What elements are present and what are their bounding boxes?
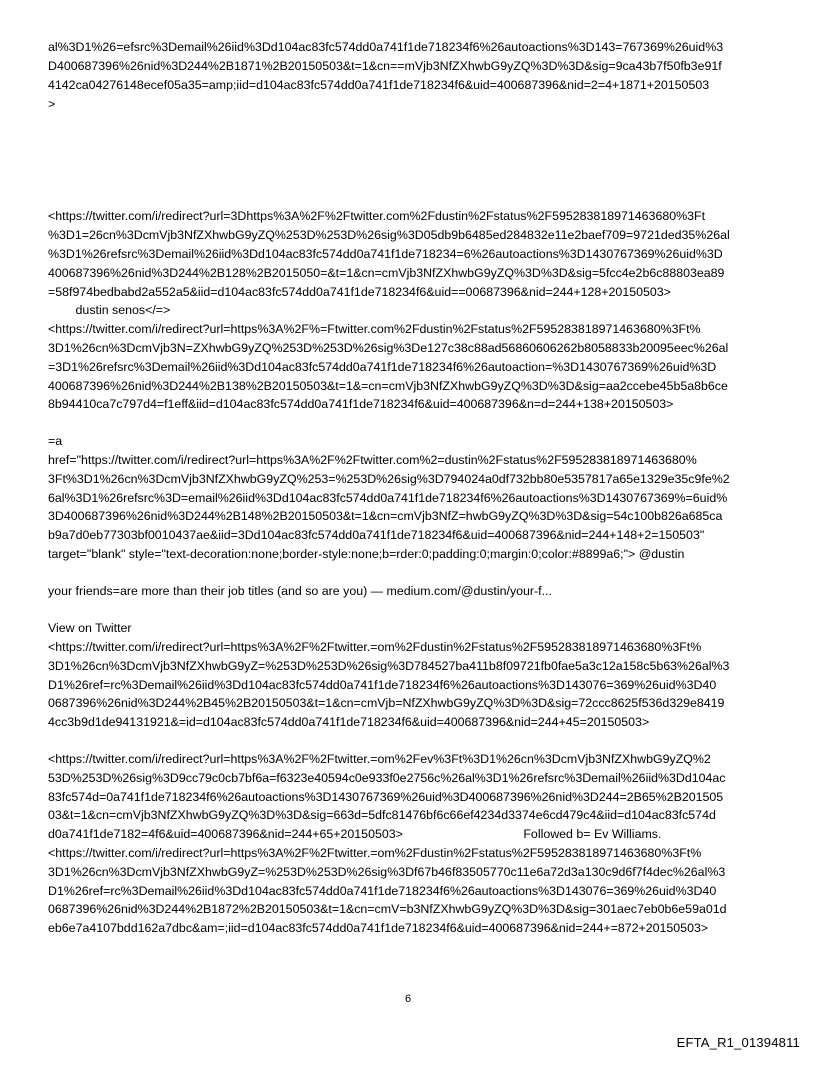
text-line: your friends=are more than their job titles (and so are you) — medium.com/@dustin/your-f... xyxy=(48,584,552,598)
text-line: 53D%253D%26sig%3D9cc79c0cb7bf6a=f6323e40594c0e933f0e2756c%26al%3D1%26refsrc%3Demail%26iid%3Dd104ac xyxy=(48,771,726,785)
text-line: <https://twitter.com/i/redirect?url=3Dhttps%3A%2F%2Ftwitter.com%2Fdustin%2Fstatus%2F595283818971463680%3Ft xyxy=(48,209,706,223)
text-line: 3D400687396%26nid%3D244%2B148%2B20150503&t=1&cn=cmVjb3NfZ=hwbG9yZQ%3D%3D&sig=54c100b826a685ca xyxy=(48,509,723,523)
text-line: =58f974bedbabd2a552a5&iid=d104ac83fc574dd0a741f1de718234f6&uid==00687396&nid=244+128+20150503> xyxy=(48,285,671,299)
text-line: b9a7d0eb77303bf0010437ae&iid=3Dd104ac83fc574dd0a741f1de718234f6&uid=400687396&nid=244+148+2=150503" xyxy=(48,528,705,542)
text-line: <https://twitter.com/i/redirect?url=https%3A%2F%2Ftwitter.=om%2Fdustin%2Fstatus%2F595283818971463680%3Ft% xyxy=(48,640,702,654)
text-line: d0a741f1de7182=4f6&uid=400687396&nid=244+65+20150503> Followed b= Ev Williams. xyxy=(48,827,662,841)
text-line: D1%26ref=rc%3Demail%26iid%3Dd104ac83fc574dd0a741f1de718234f6%26autoactions%3D143076=369%26uid%3D40 xyxy=(48,678,717,692)
text-line: <https://twitter.com/i/redirect?url=https%3A%2F%=Ftwitter.com%2Fdustin%2Fstatus%2F595283818971463680%3Ft% xyxy=(48,322,701,336)
text-line: 3Ft%3D1%26cn%3DcmVjb3NfZXhwbG9yZQ%253=%253D%26sig%3D794024a0df732bb80e5357817a65e1329e35c9fe%2 xyxy=(48,472,730,486)
text-line: 6al%3D1%26refsrc%3D=email%26iid%3Dd104ac83fc574dd0a741f1de718234f6%26autoactions%3D1430767369%=6uid% xyxy=(48,491,728,505)
text-line: 0687396%26nid%3D244%2B1872%2B20150503&t=1&cn=cmV=b3NfZXhwbG9yZQ%3D%3D&sig=301aec7eb0b6e59a01d xyxy=(48,902,727,916)
text-line: D400687396%26nid%3D244%2B1871%2B20150503&t=1&cn==mVjb3NfZXhwbG9yZQ%3D%3D&sig=9ca43b7f50fb3e91f xyxy=(48,59,722,73)
text-line: <https://twitter.com/i/redirect?url=https%3A%2F%2Ftwitter.=om%2Fev%3Ft%3D1%26cn%3DcmVjb3NfZXhwbG9yZQ%2 xyxy=(48,752,711,766)
text-line: 400687396%26nid%3D244%2B128%2B2015050=&t=1&cn=cmVjb3NfZXhwbG9yZQ%3D%3D&sig=5fcc4e2b6c88803ea89 xyxy=(48,266,725,280)
text-line: 3D1%26cn%3DcmVjb3NfZXhwbG9yZ=%253D%253D%26sig%3Df67b46f83505770c11e6a72d3a130c9d6f7f4dec%26al%3 xyxy=(48,865,726,879)
text-line: 8b94410ca7c797d4=f1eff&iid=d104ac83fc574dd0a741f1de718234f6&uid=400687396&n=d=244+138+20150503> xyxy=(48,397,674,411)
text-line: D1%26ref=rc%3Demail%26iid%3Dd104ac83fc574dd0a741f1de718234f6%26autoactions%3D143076=369%26uid%3D40 xyxy=(48,884,717,898)
text-line: dustin senos</=> xyxy=(48,303,171,317)
view-on-twitter-link[interactable]: View on Twitter xyxy=(48,621,132,635)
text-line: al%3D1%26=efsrc%3Demail%26iid%3Dd104ac83fc574dd0a741f1de718234f6%26autoactions%3D143=767369%26uid%3 xyxy=(48,40,724,54)
text-line: %3D1=26cn%3DcmVjb3NfZXhwbG9yZQ%253D%253D%26sig%3D05db9b6485ed284832e11e2baef709=9721ded35%26al xyxy=(48,228,730,242)
text-line: > xyxy=(48,97,56,111)
text-line: 4142ca04276148ecef05a35=amp;iid=d104ac83fc574dd0a741f1de718234f6&uid=400687396&nid=2=4+1871+20150503 xyxy=(48,78,710,92)
text-line: <https://twitter.com/i/redirect?url=https%3A%2F%2Ftwitter.=om%2Fdustin%2Fstatus%2F595283818971463680%3Ft% xyxy=(48,846,702,860)
text-line: %3D1%26refsrc%3Demail%26iid%3Dd104ac83fc574dd0a741f1de718234=6%26autoactions%3D1430767369%26uid%3D xyxy=(48,247,723,261)
bates-stamp: EFTA_R1_01394811 xyxy=(676,1035,800,1050)
text-line: =a xyxy=(48,434,63,448)
text-line: 3D1%26cn%3DcmVjb3NfZXhwbG9yZ=%253D%253D%26sig%3D784527ba411b8f09721fb0fae5a3c12a158c5b63%26al%3 xyxy=(48,659,730,673)
text-line: href="https://twitter.com/i/redirect?url=https%3A%2F%2Ftwitter.com%2=dustin%2Fstatus%2F595283818971463680% xyxy=(48,453,697,467)
text-line: 3D1%26cn%3DcmVjb3N=ZXhwbG9yZQ%253D%253D%26sig%3De127c38c88ad56860606262b8058833b20095eec%26al xyxy=(48,341,729,355)
text-line: 0687396%26nid%3D244%2B45%2B20150503&t=1&cn=cmVjb=NfZXhwbG9yZQ%3D%3D&sig=72ccc8625f536d329e8419 xyxy=(48,696,725,710)
text-line: target="blank" style="text-decoration:none;border-style:none;b=rder:0;padding:0;margin:0;color:#8899a6;"> @dustin xyxy=(48,547,685,561)
text-line: 400687396%26nid%3D244%2B138%2B20150503&t=1&=cn=cmVjb3NfZXhwbG9yZQ%3D%3D&sig=aa2ccebe45b5a8b6ce xyxy=(48,379,728,393)
text-line: 4cc3b9d1de94131921&=id=d104ac83fc574dd0a741f1de718234f6&uid=400687396&nid=244+45=20150503> xyxy=(48,715,650,729)
text-line: eb6e7a4107bdd162a7dbc&am=;iid=d104ac83fc574dd0a741f1de718234f6&uid=400687396&nid=244+=872+20150503> xyxy=(48,921,709,935)
text-line: =3D1%26refsrc%3Demail%26iid%3Dd104ac83fc574dd0a741f1de718234f6%26autoaction=%3D1430767369%26uid%3D xyxy=(48,360,717,374)
text-line: 03&t=1&cn=cmVjb3NfZXhwbG9yZQ%3D%3D&sig=663d=5dfc81476bf6c66ef4234d3374e6cd479c4&iid=d104ac83fc574d xyxy=(48,808,716,822)
page-number: 6 xyxy=(404,993,412,1005)
text-line: 83fc574d=0a741f1de718234f6%26autoactions%3D1430767369%26uid%3D400687396%26nid%3D244=2B65%2B201505 xyxy=(48,790,724,804)
